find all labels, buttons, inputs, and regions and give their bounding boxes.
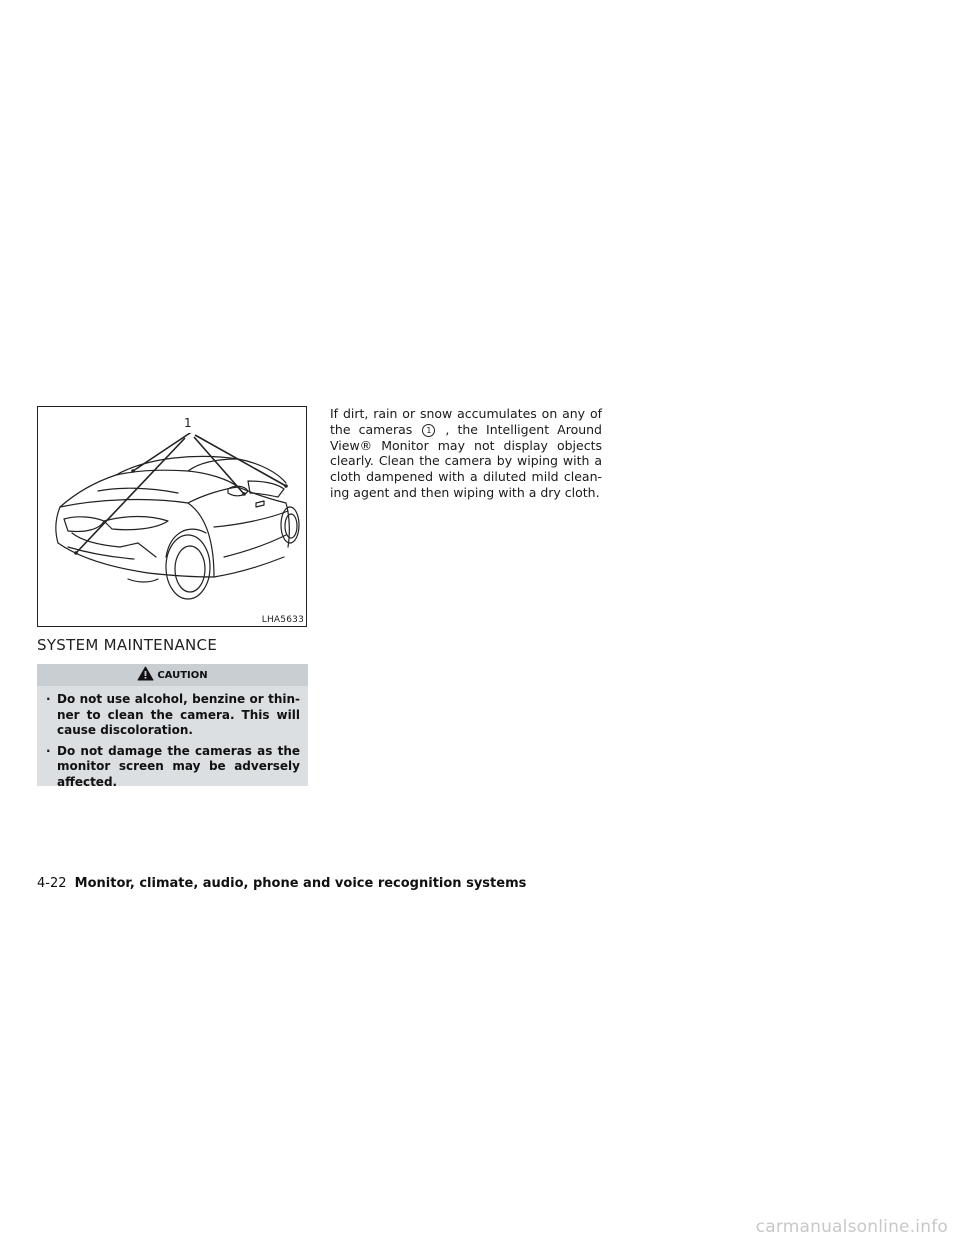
caution-box: [37, 686, 308, 789]
caution-item-text: Do not damage the cameras as the monitor screen may be adversely affected.: [57, 743, 300, 789]
callout-circle-icon: 1: [422, 424, 435, 437]
page-number: 4-22: [37, 876, 67, 891]
caution-item-text: Do not use alcohol, benzine or thin-ner to clean the camera. This will cause discoloration.: [57, 692, 300, 737]
warning-triangle-icon: [137, 666, 154, 684]
paragraph-text-end: , the Intelligent Around View® Monitor may not display objects clearly. Clean the camera by wiping with a cloth dampened with a diluted mild clean-ing agent and then wiping with a dry cloth.: [330, 421, 602, 500]
section-title: SYSTEM MAINTENANCE: [37, 636, 218, 654]
car-line-drawing: [38, 407, 306, 626]
watermark: carmanualsonline.info: [755, 1217, 948, 1237]
caution-heading: [37, 664, 308, 686]
maintenance-paragraph: [330, 406, 602, 501]
figure-code: LHA5633: [261, 615, 304, 625]
callout-number: 1: [184, 416, 192, 430]
page-footer: [37, 876, 526, 891]
caution-item: · Do not damage the cameras as the monitor screen may be adversely affected.: [46, 743, 300, 789]
car-camera-illustration: [37, 406, 307, 627]
caution-label: CAUTION: [157, 669, 208, 681]
caution-item: · Do not use alcohol, benzine or thin-ner to clean the camera. This will cause discoloration.: [46, 692, 300, 737]
chapter-title: Monitor, climate, audio, phone and voice recognition systems: [74, 876, 527, 891]
paragraph-text-start: If dirt, rain or snow accumulates on any of the cameras: [330, 406, 602, 437]
